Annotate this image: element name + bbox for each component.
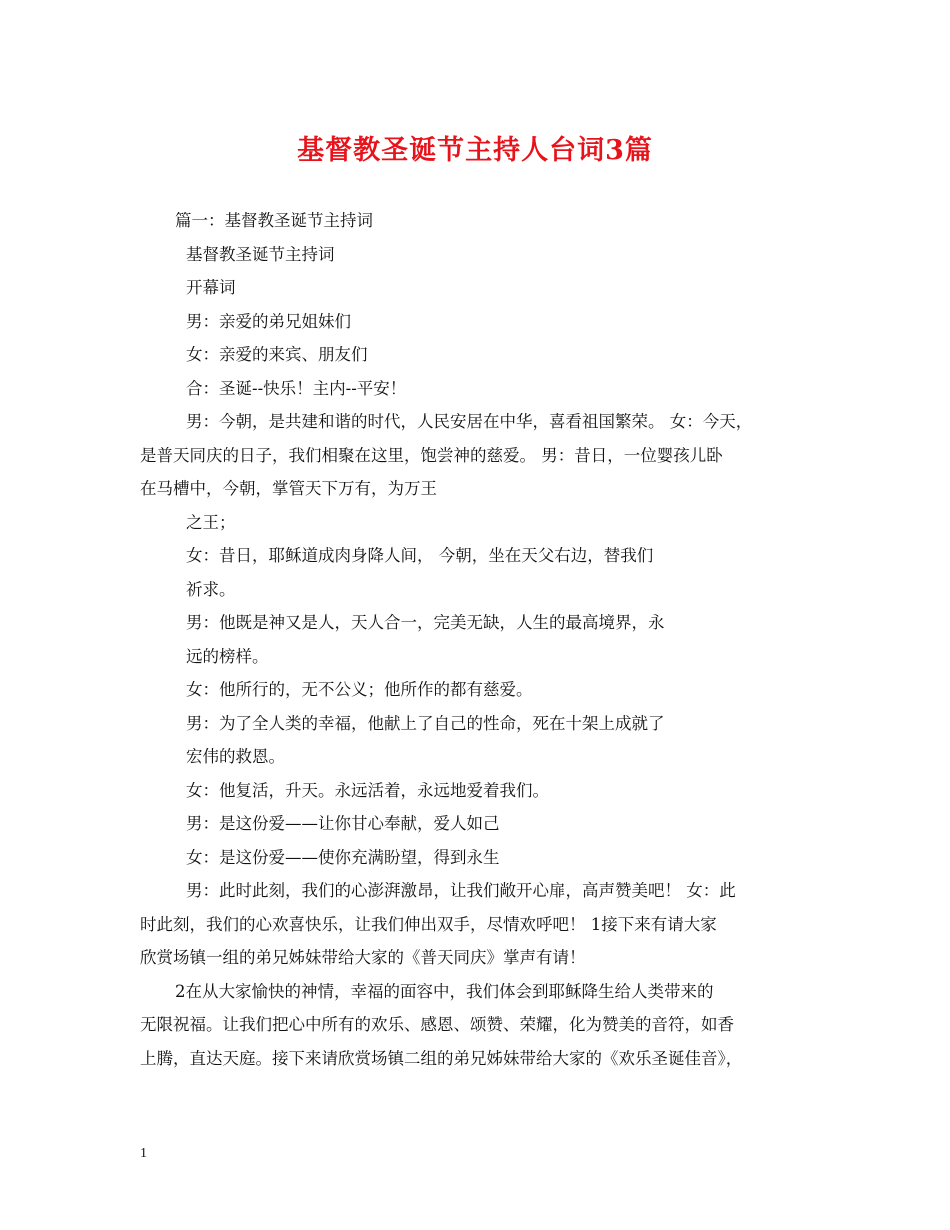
- text-line: 在马槽中，今朝，掌管天下万有，为万王: [140, 479, 437, 498]
- text-line: 男：此时此刻，我们的心澎湃激昂，让我们敞开心扉，高声赞美吧！ 女：此: [186, 881, 736, 900]
- document-body: [140, 204, 830, 1075]
- text-line: 宏伟的救恩。: [186, 747, 285, 766]
- text-line: 合：圣诞--快乐！主内--平安！: [186, 378, 407, 398]
- text-line: 女：是这份爱——使你充满盼望，得到永生: [186, 847, 500, 867]
- text-line: 篇一：基督教圣诞节主持词: [175, 211, 373, 230]
- text-line: 男：是这份爱——让你甘心奉献，爱人如己: [186, 814, 500, 833]
- text-line: 2在从大家愉快的神情，幸福的面容中，我们体会到耶稣降生给人类带来的: [175, 981, 714, 1001]
- text-line: 男：亲爱的弟兄姐妹们: [186, 311, 351, 331]
- text-line: 女：他所行的，无不公义；他所作的都有慈爱。: [186, 680, 533, 699]
- text-line: 男：为了全人类的幸福，他献上了自己的性命，死在十架上成就了: [186, 713, 665, 733]
- text-line: 欣赏场镇一组的弟兄姊妹带给大家的《普天同庆》掌声有请！: [140, 948, 586, 967]
- text-line: 男：今朝，是共建和谐的时代，人民安居在中华，喜看祖国繁荣。 女：今天，: [186, 412, 753, 431]
- text-line: 远的榜样。: [186, 646, 269, 666]
- text-line: 时此刻，我们的心欢喜快乐，让我们伸出双手，尽情欢呼吧！ 1接下来有请大家: [140, 914, 717, 934]
- text-line: 基督教圣诞节主持词: [186, 244, 335, 264]
- text-line: 是普天同庆的日子，我们相聚在这里，饱尝神的慈爱。 男：昔日，一位婴孩儿卧: [140, 445, 723, 465]
- text-line: 之王；: [186, 512, 236, 532]
- text-line: 女：他复活，升天。永远活着，永远地爱着我们。: [186, 780, 549, 800]
- text-line: 开幕词: [186, 278, 236, 297]
- text-line: 男：他既是神又是人，天人合一，完美无缺，人生的最高境界，永: [186, 613, 665, 632]
- text-line: 祈求。: [186, 579, 236, 599]
- text-line: 女：亲爱的来宾、朋友们: [186, 345, 368, 364]
- text-line: 女：昔日，耶稣道成肉身降人间， 今朝，坐在天父右边，替我们: [186, 546, 654, 565]
- text-line: 上腾，直达天庭。接下来请欣赏场镇二组的弟兄姊妹带给大家的《欢乐圣诞佳音》，: [140, 1048, 743, 1068]
- page-number: 1: [140, 1146, 147, 1161]
- document-title: 基督教圣诞节主持人台词3篇: [297, 135, 653, 166]
- text-line: 无限祝福。让我们把心中所有的欢乐、感恩、颂赞、荣耀，化为赞美的音符，如香: [140, 1015, 734, 1034]
